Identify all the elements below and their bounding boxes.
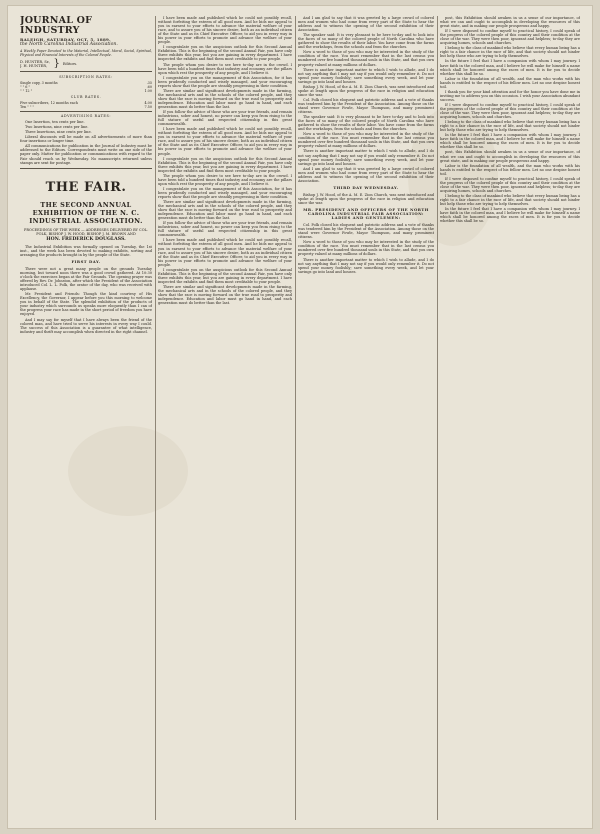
article-paragraph: I congratulate you on the management of this Association, for it has been prudently conducted and wisely managed, and your encouraging reports show that the people are steadily progressing in their condition. (158, 186, 292, 199)
article-paragraph: I congratulate you on the auspicious outlook for this Second Annual Exhibition. This is the beginning of the second Annual Fair, you have only three exhibits this year, but you are gaining in every department. I have inspected the exhibits and find them most creditable to your people. (158, 45, 292, 62)
article-paragraph: The people whom you desire to see here to-day are in the crowd. I have been told a hundred times that industry and economy are the pillars upon which rest the prosperity of any people, and I believe it. (158, 62, 292, 75)
ad-notes: All communications for publication in the Journal of Industry must be addressed to the Editors. Correspondents must write on one side of the paper only. Matter for publication or communications with regard to the Fair should reach us by Wednesday. No manuscripts returned unless stamps are sent for postage. (20, 144, 152, 165)
masthead-title: JOURNAL OF INDUSTRY (20, 16, 93, 36)
column-3 (298, 16, 434, 820)
first-day-heading: FIRST DAY. (71, 258, 101, 264)
article-paragraph: There are similar and significant developments made in the farming, the mechanical arts and in the schools of the colored people, and they show that the race is moving forward on the true road to prosperity and independence. Education and labor must go hand in hand, and each generation must do better than the last. (158, 88, 292, 109)
article-paragraph: Now a word to those of you who may be interested in the study of the condition of the race. You must remember that in the last census you numbered over five hundred thousand souls in this State, and that you own property valued at many millions of dollars. (298, 50, 434, 67)
ad-rate: Two Insertions, nine cents per line. (25, 125, 89, 130)
douglass-address-heading: MR. PRESIDENT AND OFFICERS OF THE NORTH CAROLINA INDUSTRIAL FAIR ASSOCIATION: LADIES AND GENTLEMEN: (303, 207, 429, 221)
article-paragraph: Now a word to those of you who may be interested in the study of the condition of the race. You must remember that in the last census you numbered over five hundred thousand souls in this State, and that you own property valued at many millions of dollars. (298, 132, 434, 149)
article-paragraph: There is another important matter to which I wish to allude, and I do not say anything that I may not say if you would only remember it. Do not spend your money foolishly; save something every week, and let your savings go into land and houses. (298, 257, 434, 274)
article-paragraph: There is another important matter to which I wish to allude, and I do not say anything that I may not say if you would only remember it. Do not spend your money foolishly; save something every week, and let your savings go into land and houses. (298, 67, 434, 84)
article-paragraph: If you follow the advice of those who are your true friends, and remain industrious, sober and honest, no power can keep you from rising to the full stature of useful and respected citizenship in this great commonwealth. (158, 110, 292, 127)
brace-glyph: } (53, 57, 60, 69)
rate-row: Single copy, 3 months .35 (20, 81, 152, 86)
article-subheading: THE SECOND ANNUAL EXHIBITION OF THE N. C. INDUSTRIAL ASSOCIATION. (29, 200, 143, 225)
masthead-purpose: A Weekly Paper Devoted to the Material, Intellectual, Moral, Social, Spiritual, Physical and Financial Interests of the Colored People. (20, 49, 152, 57)
column-2 (158, 16, 292, 820)
article-paragraph: And I may say for myself that I have always been the friend of the colored man, and have tried to serve his interests in every way I could. The success of this Association is a guarantee of what intelligence, industry and thrift may accomplish when directed in the right channel. (20, 317, 152, 334)
article-paragraph: There is another important matter to which I wish to allude, and I do not say anything that I may not say if you would only remember it. Do not spend your money foolishly; save something every week, and let your savings go into land and houses. (298, 149, 434, 166)
article-paragraph: post, this Exhibition should awaken in us a sense of our importance, of what we can and ought to accomplish in developing the resources of this great state, and in making our people prosperous and happy. (440, 150, 580, 163)
article-paragraph: The people whom you desire to see here to-day are in the crowd. I have been told a hundred times that industry and economy are the pillars upon which rest the prosperity of any people, and I believe it. (158, 173, 292, 186)
rate-row: Five subscribers, 12 months each 4.00 (20, 101, 152, 106)
article-paragraph: There were not a great many people on the grounds Tuesday morning, but toward noon there was a good crowd gathered. At 10:30 o'clock the exercises began at the Fair Grounds. The opening prayer was offered by Rev. Dr. Johnston, after which the President of the Association introduced Col. L. L. Polk, the orator of the day, who was received with applause. (20, 266, 152, 292)
dateline: RALEIGH, SATURDAY, OCT. 5, 1889. (20, 37, 111, 42)
article-paragraph: I have been made and published which he could not possibly recall, without forfeiting the esteem of all good men. And he bids me appeal to you in earnest to your efforts to advance the material welfare of your race, and to assure you of his sincere desire, both as an individual citizen of the State and as its Chief Executive Officer, to aid you in every way in his power in your efforts to promote and advance the welfare of your people. (158, 238, 292, 267)
article-paragraph: I congratulate you on the auspicious outlook for this Second Annual Exhibition. This is the beginning of the second Annual Fair, you have only three exhibits this year, but you are gaining in every department. I have inspected the exhibits and find them most creditable to your people. (158, 267, 292, 284)
ad-rate: Liberal discounts will be made on all advertisements of more than four insertions or longer time. (20, 135, 152, 144)
rate-row: Ten " " " 7.50 (20, 105, 152, 110)
column-4 (440, 16, 580, 820)
newspaper-page (8, 6, 592, 828)
article-paragraph: I belong to the class of mankind who believe that every human being has a right to a fair chance in the race of life, and that society should not hinder but help those who are trying to help themselves. (440, 120, 580, 133)
article-paragraph: I thank you for your kind attention and for the honor you have done me in inviting me to address you on this occasion. I wish your Association abundant success. (440, 89, 580, 102)
article-paragraph: If I were disposed to confine myself to practical history, I could speak of the progress of the colored people of this country and their condition at the close of the war. They were then poor, ignorant and helpless; to-day they are acquiring homes, schools and churches. (440, 29, 580, 46)
editor-name: D. HUNTER, Sr., (20, 59, 51, 64)
masthead-subtitle: the North Carolina Industrial Association. (20, 42, 118, 48)
subscription-heading: SUBSCRIPTION RATES: (59, 75, 113, 79)
article-paragraph: I have been made and published which he could not possibly recall, without forfeiting the esteem of all good men. And he bids me appeal to you in earnest to your efforts to advance the material welfare of your race, and to assure you of his sincere desire, both as an individual citizen of the State and as its Chief Executive Officer, to aid you in every way in his power in your efforts to promote and advance the welfare of your people. (158, 127, 292, 156)
article-paragraph: Bishop J. W. Hood, of the A. M. E. Zion Church, was next introduced and spoke at length upon the progress of the race in religion and education since the war. (298, 192, 434, 205)
article-paragraph: Labor is the foundation of all wealth, and the man who works with his hands is entitled to the respect of his fellow men. Let no one despise honest toil. (440, 76, 580, 89)
article-paragraph: Mr. President and Friends: Though the kind courtesy of His Excellency, the Governor, I appear before you this morning to welcome you in behalf of the State. The splendid exhibition of the products of your industry which surrounds us speaks more eloquently than I can of the progress your race has made in the short period of freedom you have enjoyed. (20, 292, 152, 317)
article-paragraph: I congratulate you on the auspicious outlook for this Second Annual Exhibition. This is the beginning of the second Annual Fair, you have only three exhibits this year, but you are gaining in every department. I have inspected the exhibits and find them most creditable to your people. (158, 156, 292, 173)
article-paragraph: I congratulate you on the management of this Association, for it has been prudently conducted and wisely managed, and your encouraging reports show that the people are steadily progressing in their condition. (158, 75, 292, 88)
third-day-heading: THIRD DAY WEDNESDAY. (333, 184, 399, 190)
advertising-heading: ADVERTISING RATES: (60, 114, 112, 119)
article-paragraph: There are similar and significant developments made in the farming, the mechanical arts and in the schools of the colored people, and they show that the race is moving forward on the true road to prosperity and independence. Education and labor must go hand in hand, and each generation must do better than the last. (158, 284, 292, 306)
article-paragraph: In the future I feel that I have a companion with whom I may journey. I have faith in the colored man, and I believe he will make for himself a name which shall be honored among the races of men. It is for you to decide whether this shall be so. (440, 59, 580, 76)
article-heading: THE FAIR. (45, 179, 127, 195)
article-paragraph: Bishop J. W. Hood, of the A. M. E. Zion Church, was next introduced and spoke at length upon the progress of the race in religion and education since the war. (298, 84, 434, 97)
editors-block (20, 57, 152, 69)
article-paragraph: And I am glad to say that it was greeted by a large crowd of colored men and women who had come from every part of the State to hear the address and to witness the opening of the second exhibition of their Association. (298, 166, 434, 183)
club-rates-heading: CLUB RATES. (70, 95, 102, 100)
article-paragraph: In the future I feel that I have a companion with whom I may journey. I have faith in the colored man, and I believe he will make for himself a name which shall be honored among the races of men. It is for you to decide whether this shall be so. (440, 207, 580, 224)
ad-rate: Three Insertions, nine cents per line. (25, 130, 92, 135)
article-paragraph: The Industrial Exhibition was formally opened on Tuesday, the 1st inst., and the week has been devoted to making exhibits, sorting and arranging the products brought in by the people of the State. (20, 244, 152, 257)
article-speaker: HON. FREDERICK DOUGLASS. (46, 236, 126, 242)
article-paragraph: I belong to the class of mankind who believe that every human being has a right to a fair chance in the race of life, and that society should not hinder but help those who are trying to help themselves. (440, 193, 580, 207)
editors-label: Editors. (62, 61, 78, 66)
article-paragraph: I belong to the class of mankind who believe that every human being has a right to a fair chance in the race of life, and that society should not hinder but help those who are trying to help themselves. (440, 46, 580, 59)
article-paragraph: The speaker said: It is very pleasant to be here to-day and to look into the faces of so many of the colored people of North Carolina who have gathered to show the results of their labor. You have come from the farms and the workshops, from the schools and from the churches. (298, 115, 434, 132)
column-rule (155, 16, 156, 820)
column-rule (295, 16, 296, 820)
rate-row: " " 6 " .60 (20, 85, 152, 90)
article-paragraph: If I were disposed to confine myself to practical history, I could speak of the progress of the colored people of this country and their condition at the close of the war. They were then poor, ignorant and helpless; to-day they are acquiring homes, schools and churches. (440, 102, 580, 120)
article-paragraph: And I am glad to say that it was greeted by a large crowd of colored men and women who had come from every part of the State to hear the address and to witness the opening of the second exhibition of their Association. (298, 16, 434, 33)
article-proceedings: PROCEEDINGS OF THE WEEK — ADDRESSES DELIVERED BY COL. POLK, BISHOP J. W. HOOD, BISHOP J. M. BROWN AND (23, 227, 149, 236)
article-paragraph: There are similar and significant developments made in the farming, the mechanical arts and in the schools of the colored people, and they show that the race is moving forward on the true road to prosperity and independence. Education and labor must go hand in hand, and each generation must do better than the last. (158, 200, 292, 221)
article-paragraph: In the future I feel that I have a companion with whom I may journey. I have faith in the colored man, and I believe he will make for himself a name which shall be honored among the races of men. It is for you to decide whether this shall be so. (440, 133, 580, 150)
article-paragraph: I have been made and published which he could not possibly recall, without forfeiting the esteem of all good men. And he bids me appeal to you in earnest to your efforts to advance the material welfare of your race, and to assure you of his sincere desire, both as an individual citizen of the State and as its Chief Executive Officer, to aid you in every way in his power in your efforts to promote and advance the welfare of your people. (158, 16, 292, 45)
column-rule (437, 16, 438, 820)
article-paragraph: The speaker said: It is very pleasant to be here to-day and to look into the faces of so many of the colored people of North Carolina who have gathered to show the results of their labor. You have come from the farms and the workshops, from the schools and from the churches. (298, 33, 434, 50)
editor-name: J. H. HUNTER, (20, 63, 48, 68)
article-paragraph: Labor is the foundation of all wealth, and the man who works with his hands is entitled to the respect of his fellow men. Let no one despise honest toil. (440, 163, 580, 176)
article-paragraph: post, this Exhibition should awaken in us a sense of our importance, of what we can and ought to accomplish in developing the resources of this great state, and in making our people prosperous and happy. (440, 16, 580, 29)
article-paragraph: Col. Polk closed his eloquent and patriotic address and a vote of thanks was tendered him by the President of the Association. Among those on the stand were Governor Fowle, Mayor Thompson, and many prominent citizens. (298, 97, 434, 115)
rate-row: " " 12 " 1.00 (20, 89, 152, 94)
article-paragraph: If I were disposed to confine myself to practical history, I could speak of the progress of the colored people of this country and their condition at the close of the war. They were then poor, ignorant and helpless; to-day they are acquiring homes, schools and churches. (440, 176, 580, 193)
article-paragraph: Now a word to those of you who may be interested in the study of the condition of the race. You must remember that in the last census you numbered over five hundred thousand souls in this State, and that you own property valued at many millions of dollars. (298, 240, 434, 257)
article-paragraph: If you follow the advice of those who are your true friends, and remain industrious, sober and honest, no power can keep you from rising to the full stature of useful and respected citizenship in this great commonwealth. (158, 221, 292, 238)
ad-rate: One Insertion, ten cents per line. (25, 120, 85, 125)
column-1 (20, 16, 152, 820)
article-paragraph: Col. Polk closed his eloquent and patriotic address and a vote of thanks was tendered him by the President of the Association. Among those on the stand were Governor Fowle, Mayor Thompson, and many prominent citizens. (298, 223, 434, 240)
